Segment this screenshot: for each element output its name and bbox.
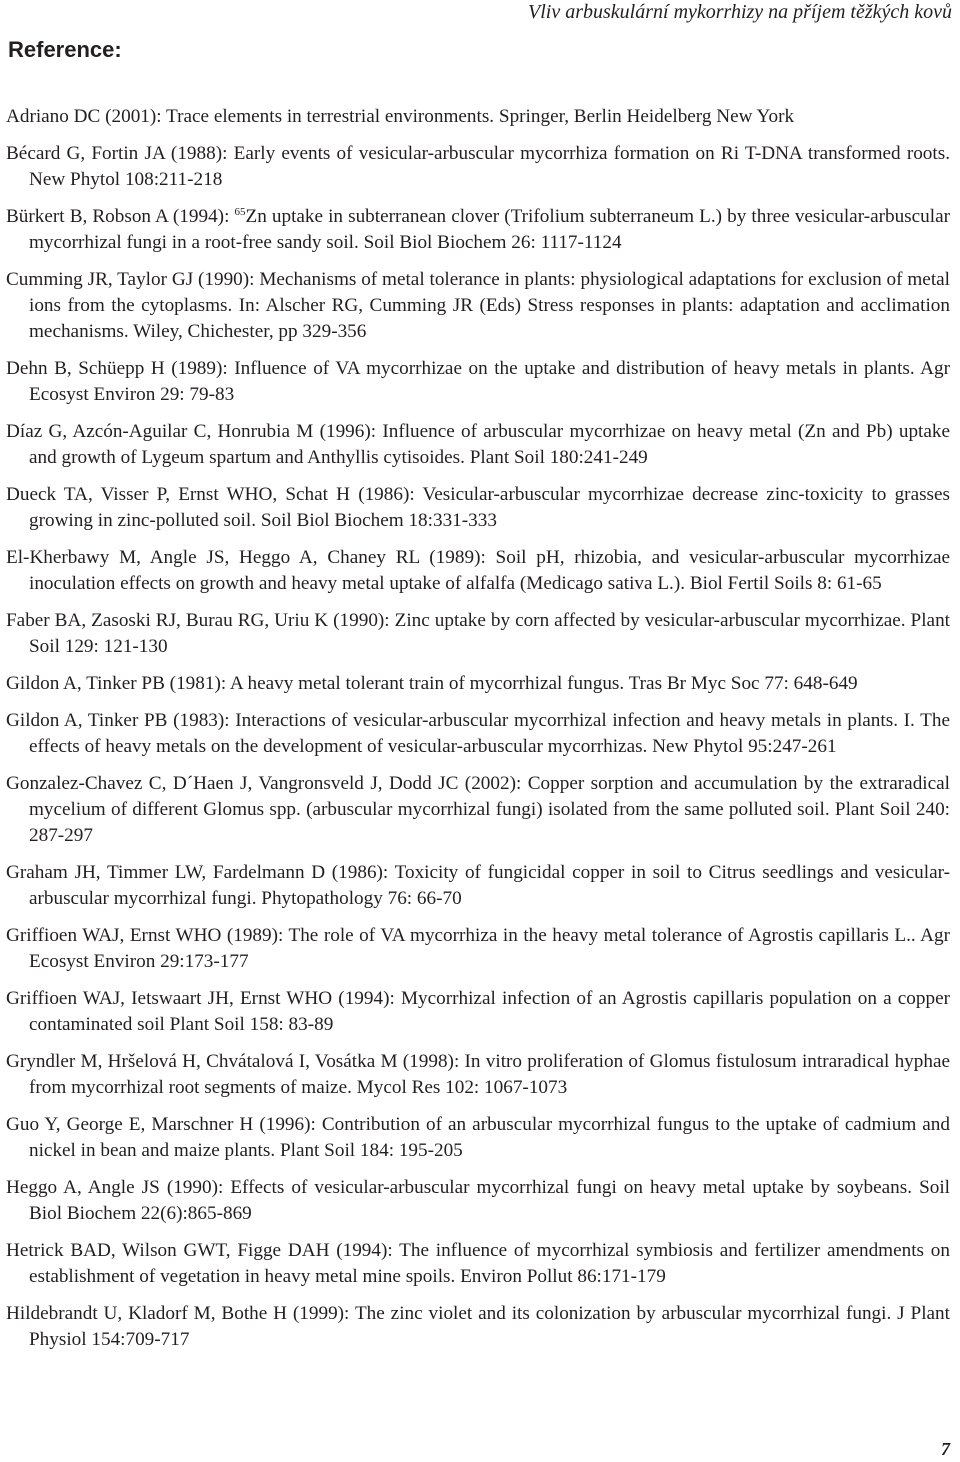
page-number: 7 <box>941 1439 950 1459</box>
reference-item: Gildon A, Tinker PB (1981): A heavy metal tolerant train of mycorrhizal fungus. Tras Br Myc Soc 77: 648-649 <box>6 673 858 694</box>
reference-item: Díaz G, Azcón-Aguilar C, Honrubia M (1996): Influence of arbuscular mycorrhizae on heavy metal (Zn and Pb) uptake and growth of Lygeum spartum and Anthyllis cytisoides. Plant Soil 180:241-249 <box>6 421 950 468</box>
reference-item: El-Kherbawy M, Angle JS, Heggo A, Chaney RL (1989): Soil pH, rhizobia, and vesicular-arbuscular mycorrhizae inoculation effects on growth and heavy metal uptake of alfalfa (Medicago sativa L.). Biol Fertil Soils 8: 61-65 <box>6 547 950 594</box>
reference-list <box>6 104 950 1364</box>
reference-item: Griffioen WAJ, Ietswaart JH, Ernst WHO (1994): Mycorrhizal infection of an Agrostis capillaris population on a copper contaminated soil Plant Soil 158: 83-89 <box>6 988 950 1035</box>
reference-item: Hetrick BAD, Wilson GWT, Figge DAH (1994): The influence of mycorrhizal symbiosis and fertilizer amendments on establishment of vegetation in heavy metal mine spoils. Environ Pollut 86:171-179 <box>6 1240 950 1287</box>
reference-item: Dueck TA, Visser P, Ernst WHO, Schat H (1986): Vesicular-arbuscular mycorrhizae decrease zinc-toxicity to grasses growing in zinc-polluted soil. Soil Biol Biochem 18:331-333 <box>6 484 950 531</box>
reference-item: Hildebrandt U, Kladorf M, Bothe H (1999): The zinc violet and its colonization by arbuscular mycorrhizal fungi. J Plant Physiol 154:709-717 <box>6 1303 950 1350</box>
reference-item: Gryndler M, Hršelová H, Chvátalová I, Vosátka M (1998): In vitro proliferation of Glomus fistulosum intraradical hyphae from mycorrhizal root segments of maize. Mycol Res 102: 1067-1073 <box>6 1051 950 1098</box>
reference-item: Gonzalez-Chavez C, D´Haen J, Vangronsveld J, Dodd JC (2002): Copper sorption and accumulation by the extraradical mycelium of different Glomus spp. (arbuscular mycorrhizal fungi) isolated from the same polluted soil. Plant Soil 240: 287-297 <box>6 773 950 846</box>
reference-item: Griffioen WAJ, Ernst WHO (1989): The role of VA mycorrhiza in the heavy metal tolerance of Agrostis capillaris L.. Agr Ecosyst Environ 29:173-177 <box>6 925 950 972</box>
reference-item: Cumming JR, Taylor GJ (1990): Mechanisms of metal tolerance in plants: physiological adaptations for exclusion of metal ions from the cytoplasms. In: Alscher RG, Cumming JR (Eds) Stress responses in plants: adaptation and acclimation mechanisms. Wiley, Chichester, pp 329-356 <box>6 269 950 342</box>
reference-item: Faber BA, Zasoski RJ, Burau RG, Uriu K (1990): Zinc uptake by corn affected by vesicular-arbuscular mycorrhizae. Plant Soil 129: 121-130 <box>6 610 950 657</box>
section-title: Reference: <box>8 37 122 62</box>
reference-item: Graham JH, Timmer LW, Fardelmann D (1986): Toxicity of fungicidal copper in soil to Citrus seedlings and vesicular-arbuscular mycorrhizal fungi. Phytopathology 76: 66-70 <box>6 862 950 909</box>
reference-item: Bécard G, Fortin JA (1988): Early events of vesicular-arbuscular mycorrhiza formation on Ri T-DNA transformed roots. New Phytol 108:211-218 <box>6 143 950 190</box>
reference-item: Guo Y, George E, Marschner H (1996): Contribution of an arbuscular mycorrhizal fungus to the uptake of cadmium and nickel in bean and maize plants. Plant Soil 184: 195-205 <box>6 1114 950 1161</box>
reference-item: Adriano DC (2001): Trace elements in terrestrial environments. Springer, Berlin Heidelberg New York <box>6 106 795 127</box>
reference-item: Bürkert B, Robson A (1994): $^{65}$Zn uptake in subterranean clover (Trifolium subterraneum L.) by three vesicular-arbuscular mycorrhizal fungi in a root-free sandy soil. Soil Biol Biochem 26: 1117-1124 <box>6 206 950 253</box>
isotope-superscript: 65 <box>234 206 246 218</box>
reference-item: Gildon A, Tinker PB (1983): Interactions of vesicular-arbuscular mycorrhizal infection and heavy metals in plants. I. The effects of heavy metals on the development of vesicular-arbuscular mycorrhizas. New Phytol 95:247-261 <box>6 710 950 757</box>
reference-item: Heggo A, Angle JS (1990): Effects of vesicular-arbuscular mycorrhizal fungi on heavy metal uptake by soybeans. Soil Biol Biochem 22(6):865-869 <box>6 1177 950 1224</box>
running-header: Vliv arbuskulární mykorrhizy na příjem těžkých kovů <box>528 1 952 23</box>
reference-item: Dehn B, Schüepp H (1989): Influence of VA mycorrhizae on the uptake and distribution of heavy metals in plants. Agr Ecosyst Environ 29: 79-83 <box>6 358 950 405</box>
